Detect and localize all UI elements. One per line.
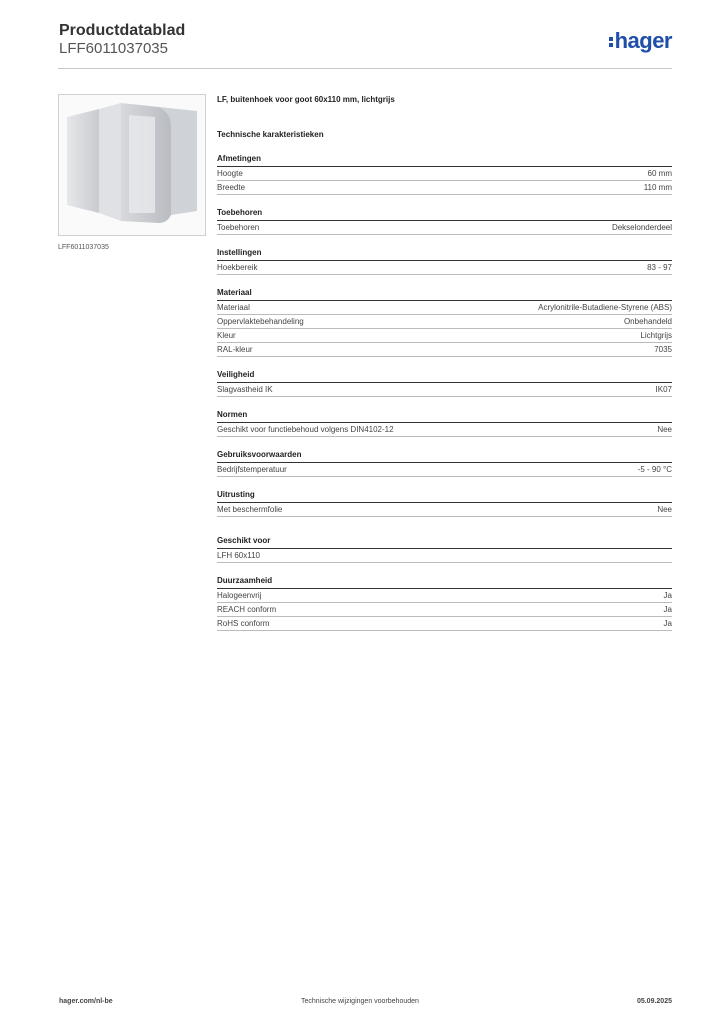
spec-value: Ja <box>663 605 672 614</box>
footer-date: 05.09.2025 <box>636 998 672 1005</box>
spec-section <box>217 535 672 563</box>
footer-notice: Technische wijzigingen voorbehouden <box>301 998 419 1005</box>
spec-row <box>217 503 672 517</box>
spec-row <box>217 589 672 603</box>
spec-section <box>217 369 672 397</box>
spec-row <box>217 315 672 329</box>
spec-row <box>217 261 672 275</box>
spec-value: 60 mm <box>647 169 672 178</box>
spec-row <box>217 167 672 181</box>
spec-section <box>217 207 672 235</box>
spec-label: Toebehoren <box>217 223 260 232</box>
spec-value: 7035 <box>654 345 672 354</box>
section-title: Geschikt voor <box>217 535 672 549</box>
spec-label: Slagvastheid IK <box>217 385 273 394</box>
spec-label: Hoogte <box>217 169 243 178</box>
spec-label: RAL-kleur <box>217 345 253 354</box>
section-title: Duurzaamheid <box>217 575 672 589</box>
spec-row <box>217 329 672 343</box>
spec-section <box>217 449 672 477</box>
section-title: Toebehoren <box>217 207 672 221</box>
section-title: Afmetingen <box>217 153 672 167</box>
spec-value: 110 mm <box>643 183 672 192</box>
spec-heading: Technische karakteristieken <box>217 130 324 139</box>
section-title: Normen <box>217 409 672 423</box>
spec-value: Lichtgrijs <box>640 331 672 340</box>
spec-row <box>217 617 672 631</box>
corner-piece-image <box>59 95 205 235</box>
spec-row <box>217 221 672 235</box>
spec-section <box>217 575 672 631</box>
product-description: LF, buitenhoek voor goot 60x110 mm, lichtgrijs <box>217 95 395 104</box>
spec-label: Kleur <box>217 331 236 340</box>
spec-row <box>217 383 672 397</box>
spec-label: REACH conform <box>217 605 277 614</box>
section-title: Instellingen <box>217 247 672 261</box>
spec-value: -5 - 90 °C <box>637 465 672 474</box>
product-code: LFF6011037035 <box>59 40 168 57</box>
spec-value: Ja <box>663 591 672 600</box>
logo-dots-icon <box>609 35 613 49</box>
spec-section <box>217 287 672 357</box>
spec-row <box>217 181 672 195</box>
spec-content <box>217 94 672 643</box>
spec-value: Nee <box>657 505 672 514</box>
spec-label: Met beschermfolie <box>217 505 283 514</box>
spec-row <box>217 463 672 477</box>
section-title: Veiligheid <box>217 369 672 383</box>
spec-label: Bedrijfstemperatuur <box>217 465 287 474</box>
section-title: Gebruiksvoorwaarden <box>217 449 672 463</box>
document-header <box>59 22 185 58</box>
spec-row <box>217 603 672 617</box>
spec-label: RoHS conform <box>217 619 270 628</box>
spec-value: Acrylonitrile-Butadiene-Styrene (ABS) <box>538 303 672 312</box>
spec-row <box>217 423 672 437</box>
spec-section <box>217 489 672 517</box>
spec-value: IK07 <box>655 385 672 394</box>
spec-label: Breedte <box>217 183 246 192</box>
spec-row <box>217 549 672 563</box>
spec-sections <box>217 153 672 631</box>
spec-label: LFH 60x110 <box>217 551 260 560</box>
header-divider <box>58 68 672 69</box>
spec-row <box>217 343 672 357</box>
footer-website-link[interactable]: hager.com/nl-be <box>59 998 113 1005</box>
spec-value: Ja <box>663 619 672 628</box>
spec-value: Nee <box>657 425 672 434</box>
product-image <box>58 94 206 236</box>
spec-value: Dekselonderdeel <box>611 223 672 232</box>
spec-label: Materiaal <box>217 303 250 312</box>
spec-value: Onbehandeld <box>623 317 672 326</box>
spec-label: Geschikt voor functiebehoud volgens DIN4102-12 <box>217 425 394 434</box>
document-title: Productdatablad <box>59 22 186 39</box>
spec-label: Halogeenvrij <box>217 591 262 600</box>
spec-value: 83 - 97 <box>647 263 672 272</box>
spec-label: Hoekbereik <box>217 263 258 272</box>
image-caption: LFF6011037035 <box>58 244 109 251</box>
spec-row <box>217 301 672 315</box>
spec-label: Oppervlaktebehandeling <box>217 317 304 326</box>
spec-section <box>217 409 672 437</box>
section-title: Materiaal <box>217 287 672 301</box>
spec-section <box>217 153 672 195</box>
section-title: Uitrusting <box>217 489 672 503</box>
hager-logo: hager <box>609 28 672 54</box>
spec-section <box>217 247 672 275</box>
